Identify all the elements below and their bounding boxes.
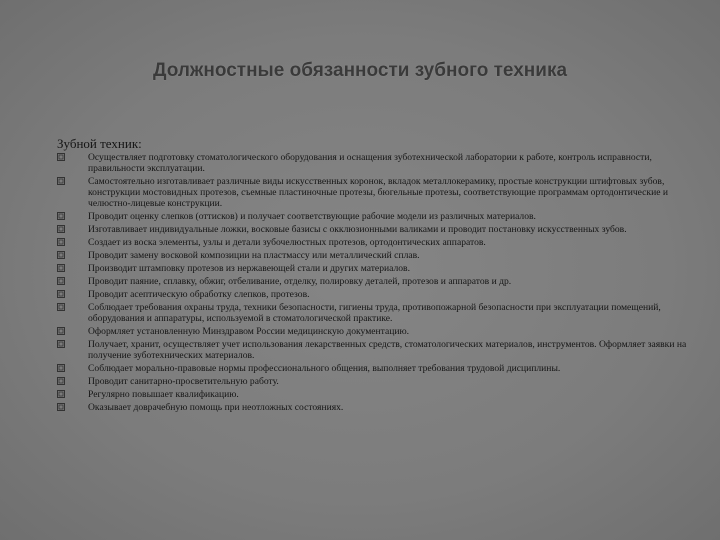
square-bullet-icon [57, 303, 65, 311]
square-bullet-icon [57, 403, 65, 411]
list-item-text: Соблюдает морально-правовые нормы профессионального общения, выполняет требования трудовой дисциплины. [88, 363, 561, 374]
list-item-text: Самостоятельно изготавливает различные виды искусственных коронок, вкладок металлокерамику, простые конструкции штифтовых зубов, конструкции мостовидных протезов, съемные пластиночные протезы, бюгельные протезы, соответствующие программам ортодонтические и челюстно-лицевые конструкции. [88, 176, 669, 209]
square-bullet-icon [57, 251, 65, 259]
list-item-text: Проводит санитарно-просветительную работу. [88, 376, 279, 387]
list-item-text: Производит штамповку протезов из нержавеющей стали и других материалов. [88, 263, 410, 274]
list-item-text: Оказывает доврачебную помощь при неотложных состояниях. [88, 402, 344, 413]
square-bullet-icon [57, 390, 65, 398]
square-bullet-icon [57, 153, 65, 161]
list-item [57, 176, 689, 209]
lead-text: Зубной техник: [57, 136, 142, 151]
square-bullet-icon [57, 238, 65, 246]
list-item-text: Изготавливает индивидуальные ложки, восковые базисы с окклюзионными валиками и проводит постановку искусственных зубов. [88, 224, 627, 235]
list-item [57, 326, 689, 337]
list-item [57, 339, 689, 361]
list-item [57, 237, 689, 248]
square-bullet-icon [57, 290, 65, 298]
list-item-text: Создает из воска элементы, узлы и детали зубочелюстных протезов, ортодонтических аппаратов. [88, 237, 486, 248]
list-item [57, 289, 689, 300]
square-bullet-icon [57, 340, 65, 348]
square-bullet-icon [57, 364, 65, 372]
list-item [57, 363, 689, 374]
duties-list [57, 152, 689, 415]
square-bullet-icon [57, 327, 65, 335]
list-item-text: Оформляет установленную Минздравом России медицинскую документацию. [88, 326, 410, 337]
list-item [57, 389, 689, 400]
list-item-text: Осуществляет подготовку стоматологического оборудования и оснащения зуботехнической лаборатории к работе, контроль исправности, правильности эксплуатации. [88, 152, 652, 174]
square-bullet-icon [57, 225, 65, 233]
list-item [57, 152, 689, 174]
list-item [57, 376, 689, 387]
list-item-text: Проводит оценку слепков (оттисков) и получает соответствующие рабочие модели из различных материалов. [88, 211, 536, 222]
slide-title: Должностные обязанности зубного техника [152, 60, 568, 81]
list-item-text: Получает, хранит, осуществляет учет использования лекарственных средств, стоматологических материалов, инструментов. Оформляет заявки на получение зуботехнических материалов. [88, 339, 687, 361]
list-item [57, 302, 689, 324]
list-item-text: Соблюдает требования охраны труда, техники безопасности, гигиены труда, противопожарной безопасности при эксплуатации помещений, оборудования и аппаратуры, используемой в стоматологической практике. [88, 302, 661, 324]
list-item [57, 263, 689, 274]
square-bullet-icon [57, 177, 65, 185]
list-item-text: Проводит замену восковой композиции на пластмассу или металлический сплав. [88, 250, 420, 261]
list-item [57, 250, 689, 261]
square-bullet-icon [57, 264, 65, 272]
square-bullet-icon [57, 212, 65, 220]
square-bullet-icon [57, 377, 65, 385]
list-item [57, 224, 689, 235]
list-item-text: Регулярно повышает квалификацию. [88, 389, 239, 400]
list-item [57, 402, 689, 413]
list-item [57, 276, 689, 287]
square-bullet-icon [57, 277, 65, 285]
list-item-text: Проводит асептическую обработку слепков, протезов. [88, 289, 310, 300]
list-item-text: Проводит паяние, сплавку, обжиг, отбеливание, отделку, полировку деталей, протезов и аппаратов и др. [88, 276, 512, 287]
list-item [57, 211, 689, 222]
